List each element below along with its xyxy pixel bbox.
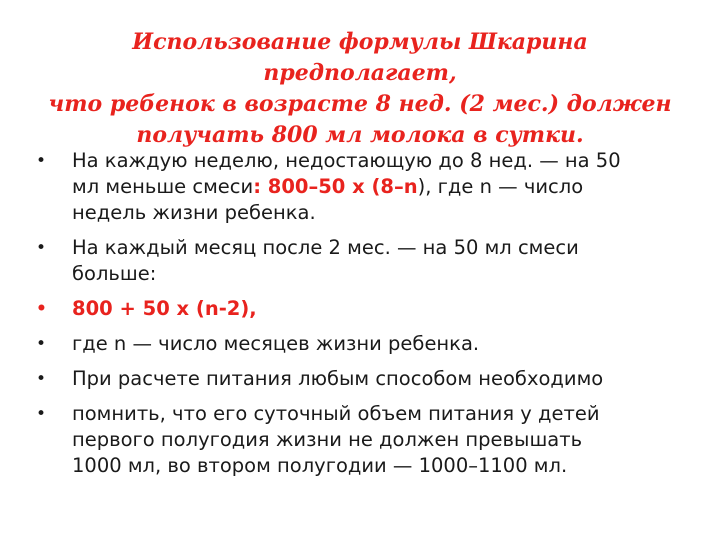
bullet-item-calculation-note bbox=[30, 366, 690, 392]
formula-months: 800 + 50 х (n-2), bbox=[72, 297, 257, 320]
bullet-text-line: 1000 мл, во втором полугодии — 1000–1100 мл. bbox=[72, 454, 568, 477]
bullet-text-line: больше: bbox=[72, 262, 157, 285]
bullet-item-weeks-deficit bbox=[30, 148, 690, 226]
slide-title bbox=[40, 27, 680, 151]
bullet-item-formula-months bbox=[30, 296, 690, 322]
bullet-item-n-definition bbox=[30, 331, 690, 357]
bullet-text-line: На каждую неделю, недостающую до 8 нед. — на 50 bbox=[72, 149, 621, 172]
bullet-text-line: При расчете питания любым способом необходимо bbox=[72, 367, 604, 390]
bullet-text-line bbox=[72, 174, 690, 200]
bullet-dot-icon: • bbox=[36, 299, 47, 319]
bullet-dot-icon: • bbox=[36, 369, 47, 389]
formula-weeks: : 800–50 х (8–n bbox=[253, 175, 418, 198]
bullet-dot-icon: • bbox=[36, 151, 47, 171]
title-line-3: получать 800 мл молока в сутки. bbox=[136, 122, 584, 148]
bullet-text-fragment: мл меньше смеси bbox=[72, 175, 254, 198]
title-line-1: Использование формулы Шкарина предполагает, bbox=[132, 29, 588, 86]
bullet-text-line: где n — число месяцев жизни ребенка. bbox=[72, 332, 480, 355]
bullet-item-volume-limit bbox=[30, 401, 690, 479]
bullet-text-line: помнить, что его суточный объем питания у детей bbox=[72, 402, 600, 425]
bullet-text-line: недель жизни ребенка. bbox=[72, 201, 316, 224]
bullet-dot-icon: • bbox=[36, 334, 47, 354]
bullet-dot-icon: • bbox=[36, 404, 47, 424]
bullet-dot-icon: • bbox=[36, 238, 47, 258]
bullet-text-line: первого полугодия жизни не должен превышать bbox=[72, 428, 583, 451]
bullet-list bbox=[30, 148, 690, 488]
bullet-text-line: На каждый месяц после 2 мес. — на 50 мл смеси bbox=[72, 236, 579, 259]
bullet-text-fragment: ), где n — число bbox=[417, 175, 584, 198]
title-line-2: что ребенок в возрасте 8 нед. (2 мес.) должен bbox=[48, 91, 672, 117]
bullet-item-months-extra bbox=[30, 235, 690, 287]
